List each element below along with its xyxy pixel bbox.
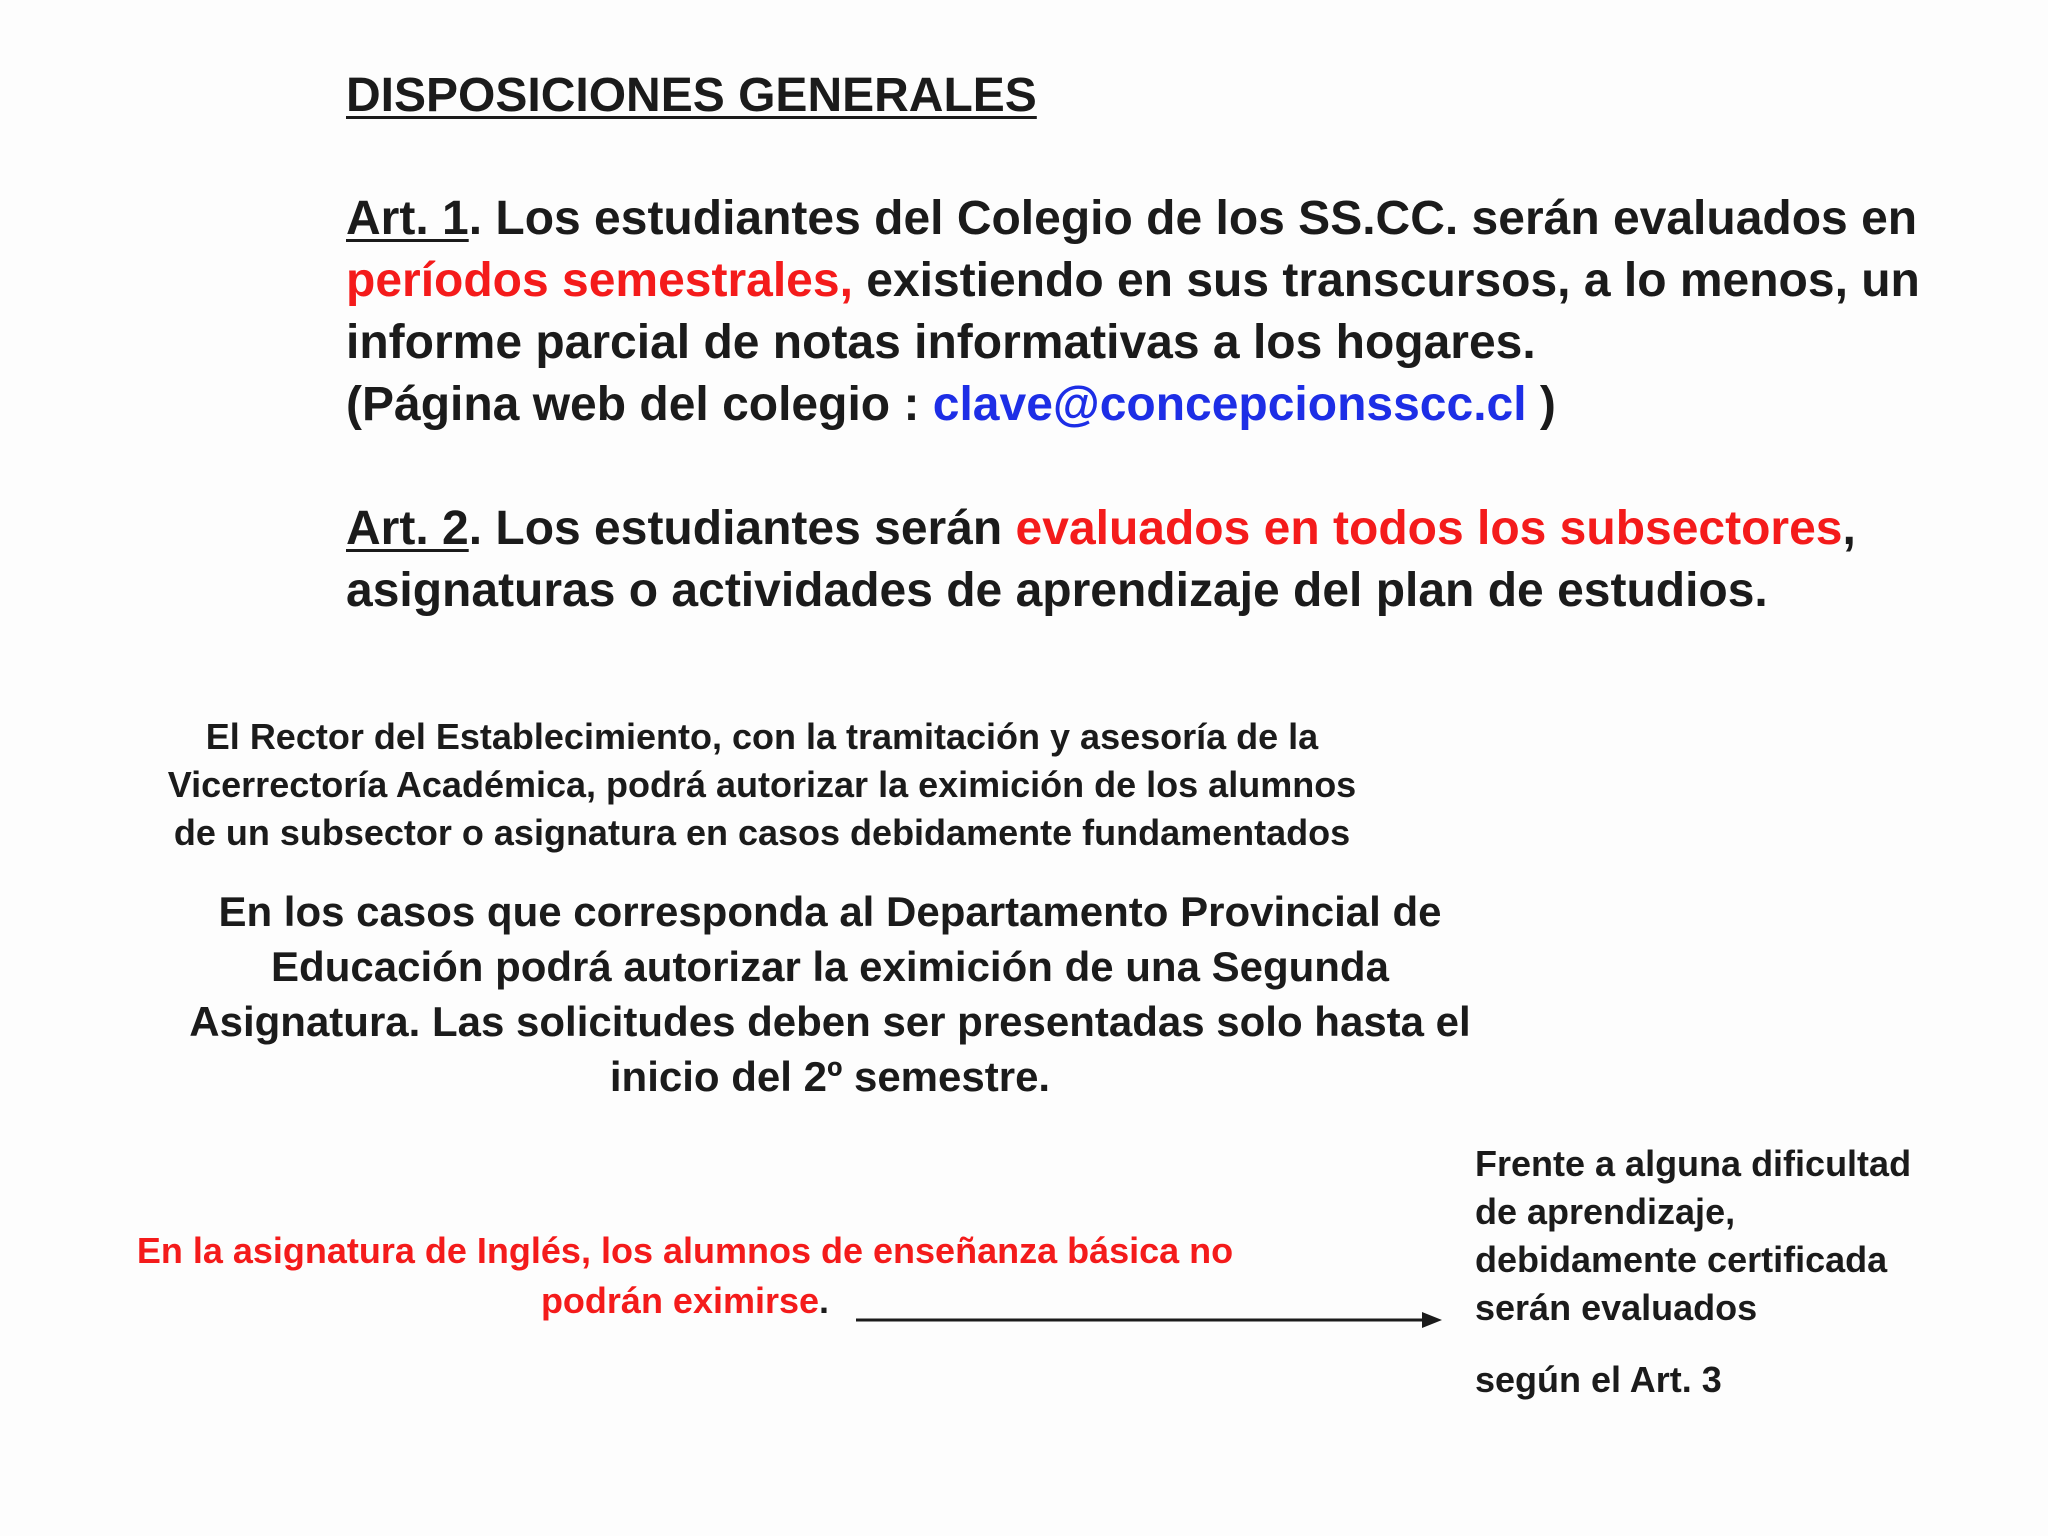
frente-note (1475, 1140, 1911, 1332)
article-1-line-3: informe parcial de notas informativas a los hogares. (346, 316, 1536, 369)
article-1-label: Art. 1 (346, 192, 469, 245)
article-1-line-2 (346, 250, 1920, 312)
provincial-line-4: inicio del 2º semestre. (609, 1053, 1051, 1100)
article-2-text-a: . Los estudiantes serán (468, 502, 1016, 555)
article-2-text-b: , (1842, 502, 1856, 555)
frente-line-2: de aprendizaje, (1475, 1191, 1736, 1232)
web-prefix: (Página web del colegio : (346, 378, 933, 431)
page-title: DISPOSICIONES GENERALES (346, 69, 1037, 122)
article-1-line-1 (346, 188, 1920, 250)
article-1 (346, 188, 1920, 436)
article-1-line-4 (346, 374, 1920, 436)
web-suffix: ) (1526, 378, 1556, 431)
rector-paragraph (80, 713, 1444, 857)
web-link[interactable]: clave@concepcionsscc.cl (932, 378, 1527, 431)
provincial-line-1: En los casos que corresponda al Departamento Provincial de (218, 888, 1442, 935)
article-1-text-a: . Los estudiantes del Colegio de los SS.CC. serán evaluados en (468, 192, 1918, 245)
rector-line-2: Vicerrectoría Académica, podrá autorizar la eximición de los alumnos (167, 764, 1357, 805)
ingles-line-1: En la asignatura de Inglés, los alumnos de enseñanza básica no (136, 1230, 1234, 1271)
rector-line-1: El Rector del Establecimiento, con la tramitación y asesoría de la (205, 716, 1319, 757)
article-2-highlight: evaluados en todos los subsectores (1015, 502, 1843, 555)
article-2 (346, 498, 1856, 622)
ingles-period: . (819, 1280, 830, 1321)
frente-line-3: debidamente certificada (1475, 1239, 1888, 1280)
article-2-line-2: asignaturas o actividades de aprendizaje del plan de estudios. (346, 564, 1768, 617)
ingles-line-2-text: podrán eximirse (540, 1280, 820, 1321)
rector-line-3: de un subsector o asignatura en casos debidamente fundamentados (173, 812, 1351, 853)
provincial-line-2: Educación podrá autorizar la eximición de una Segunda (271, 943, 1389, 990)
article-2-line-1 (346, 498, 1856, 560)
article-1-highlight: períodos semestrales, (346, 254, 853, 307)
provincial-paragraph (110, 884, 1550, 1104)
segun-art-3: según el Art. 3 (1475, 1359, 1722, 1400)
frente-line-4: serán evaluados (1475, 1287, 1758, 1328)
article-1-text-b: existiendo en sus transcursos, a lo menos, un (852, 254, 1920, 307)
article-2-label: Art. 2 (346, 502, 469, 555)
arrow-head (1422, 1312, 1442, 1328)
provincial-line-3: Asignatura. Las solicitudes deben ser presentadas solo hasta el (189, 998, 1471, 1045)
frente-line-1: Frente a alguna dificultad (1475, 1143, 1912, 1184)
right-arrow-icon (856, 1308, 1446, 1332)
